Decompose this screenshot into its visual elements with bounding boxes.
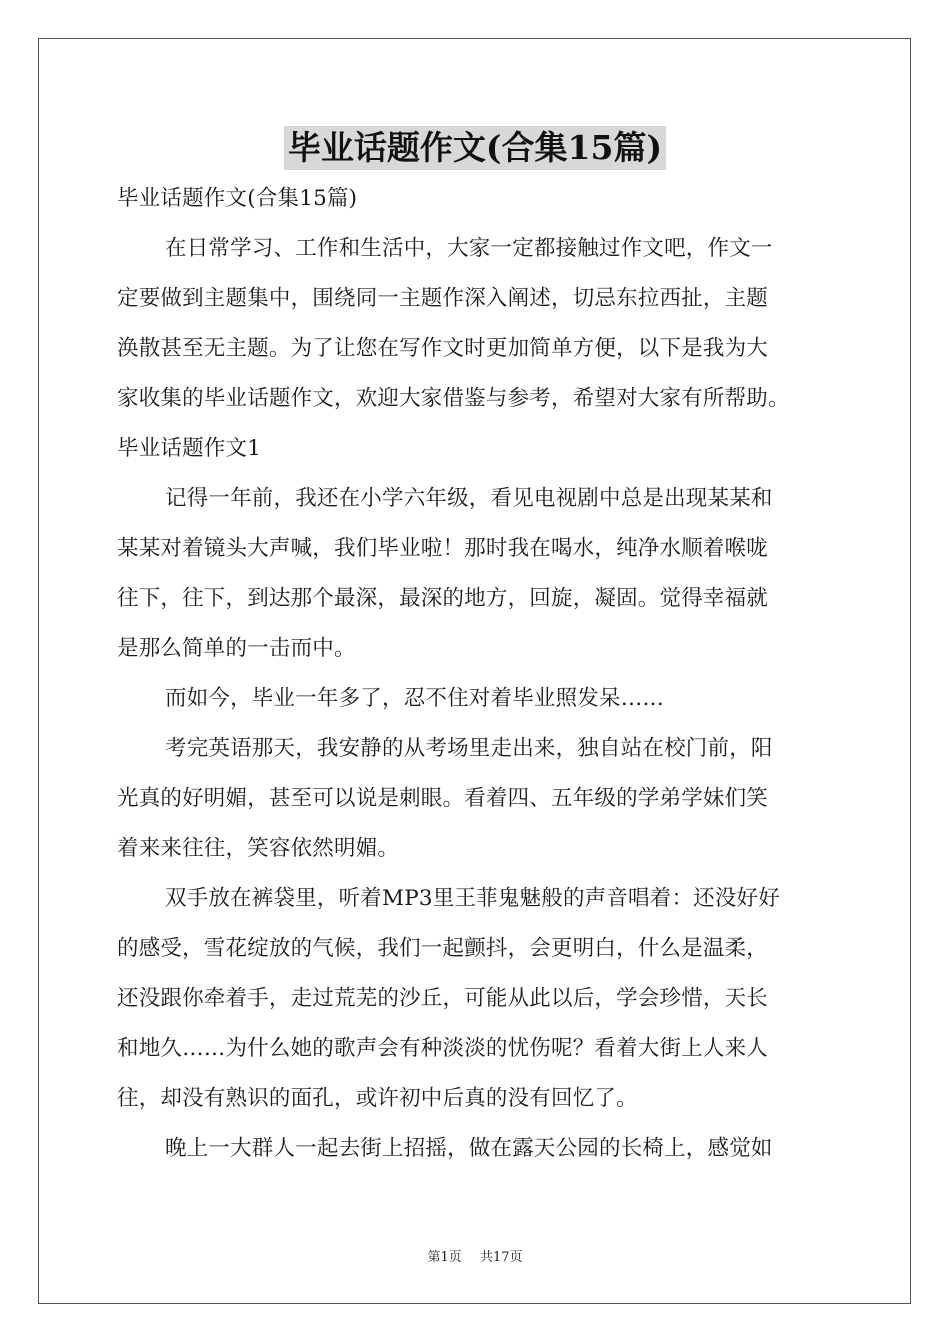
page-footer — [0, 1246, 950, 1265]
text-line: 的感受，雪花绽放的气候，我们一起颤抖，会更明白，什么是温柔， — [117, 936, 769, 961]
text-line: 记得一年前，我还在小学六年级，看见电视剧中总是出现某某和 — [165, 486, 773, 511]
text-line: 考完英语那天，我安静的从考场里走出来，独自站在校门前，阳 — [165, 736, 773, 761]
text-line: 而如今，毕业一年多了，忍不住对着毕业照发呆…… — [165, 686, 665, 711]
document-body — [117, 174, 837, 1174]
document-title: 毕业话题作文(合集15篇) — [284, 126, 666, 170]
section-heading: 毕业话题作文1 — [117, 436, 262, 461]
text-line: 晚上一大群人一起去街上招摇，做在露天公园的长椅上，感觉如 — [165, 1136, 773, 1161]
text-line: 在日常学习、工作和生活中，大家一定都接触过作文吧，作文一 — [165, 236, 773, 261]
text-line: 光真的好明媚，甚至可以说是刺眼。看着四、五年级的学弟学妹们笑 — [117, 786, 769, 811]
text-line: 往，却没有熟识的面孔，或许初中后真的没有回忆了。 — [117, 1086, 638, 1111]
text-line: 和地久……为什么她的歌声会有种淡淡的忧伤呢？看着大街上人来人 — [117, 1036, 769, 1061]
page-number: 第1页 — [427, 1250, 462, 1265]
page-total: 共17页 — [479, 1250, 523, 1265]
text-line: 往下，往下，到达那个最深，最深的地方，回旋，凝固。觉得幸福就 — [117, 586, 769, 611]
text-line: 涣散甚至无主题。为了让您在写作文时更加简单方便，以下是我为大 — [117, 336, 769, 361]
text-line: 着来来往往，笑容依然明媚。 — [117, 836, 400, 861]
text-line: 还没跟你牵着手，走过荒芜的沙丘，可能从此以后，学会珍惜，天长 — [117, 986, 769, 1011]
text-line: 家收集的毕业话题作文，欢迎大家借鉴与参考，希望对大家有所帮助。 — [117, 386, 790, 411]
text-line: 双手放在裤袋里，听着MP3里王菲鬼魅般的声音唱着：还没好好 — [165, 886, 780, 911]
text-line: 定要做到主题集中，围绕同一主题作深入阐述，切忌东拉西扯，主题 — [117, 286, 769, 311]
text-line: 某某对着镜头大声喊，我们毕业啦！那时我在喝水，纯净水顺着喉咙 — [117, 536, 769, 561]
text-line: 毕业话题作文(合集15篇) — [117, 186, 358, 211]
title-container — [0, 126, 950, 170]
text-line: 是那么简单的一击而中。 — [117, 636, 356, 661]
